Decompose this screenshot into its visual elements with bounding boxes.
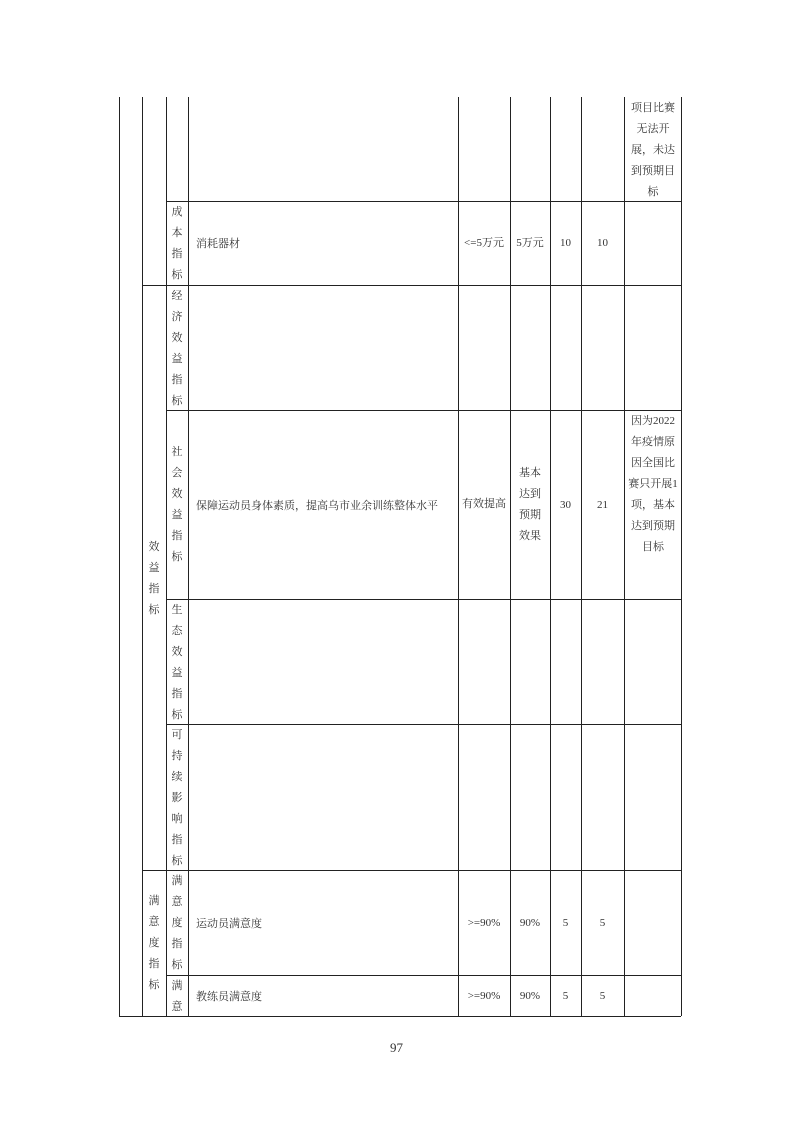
table-cell-target: 有效提高 [462,498,506,510]
table-cell-actual: 5万元 [516,236,544,249]
table-border-left [119,97,120,1016]
table-cell-level3: 经济效益指标 [171,290,183,407]
table-cell-note: 项目比赛无法开展，未达到预期目标 [631,102,675,198]
table-border-bottom [119,1016,681,1017]
table-cell-actual: 90% [519,916,541,929]
table-cell-level2: 满意度指标 [148,895,160,991]
table-cell-content: 教练员满意度 [196,990,262,1003]
table-grid-line [142,97,143,1016]
table-cell-level3: 满意度指标 [171,875,183,971]
table-cell-score: 21 [597,498,608,511]
table-cell-target: <=5万元 [464,236,504,249]
table-cell-actual: 90% [519,989,541,1002]
table-cell-level2: 效益指标 [148,541,160,616]
table-cell-level3: 可持续影响指标 [171,729,183,867]
table-cell-note: 因为2022年疫情原因全国比赛只开展1项，基本达到预期目标 [628,415,678,553]
table-grid-line [142,285,681,286]
table-grid-line [166,599,681,600]
table-cell-level3: 社会效益指标 [171,446,183,563]
table-grid-line [166,97,167,1016]
page-number: 97 [390,1040,403,1055]
table-cell-score-total: 5 [562,989,569,1002]
table-cell-score: 10 [597,237,608,249]
table-grid-line [624,97,625,1016]
table-cell-score-total: 10 [560,237,571,249]
table-cell-score: 5 [599,916,606,929]
table-cell-content: 保障运动员身体素质，提高乌市业余训练整体水平 [196,499,438,512]
table-cell-target: >=90% [467,916,501,929]
table-cell-level3: 满意 [171,980,183,1013]
table-cell-score-total: 5 [562,916,569,929]
table-grid-line [166,724,681,725]
table-cell-actual: 基本达到预期效果 [519,466,541,542]
table-cell-target: >=90% [467,989,501,1002]
table-cell-score: 5 [599,989,606,1002]
table-cell-content: 消耗器材 [196,238,240,250]
table-cell-score-total: 30 [560,498,571,511]
table-border-right [681,97,682,1016]
table-cell-content: 运动员满意度 [196,917,262,930]
table-cell-level3: 生态效益指标 [171,604,183,721]
table-cell-level3: 成本指标 [171,206,183,281]
